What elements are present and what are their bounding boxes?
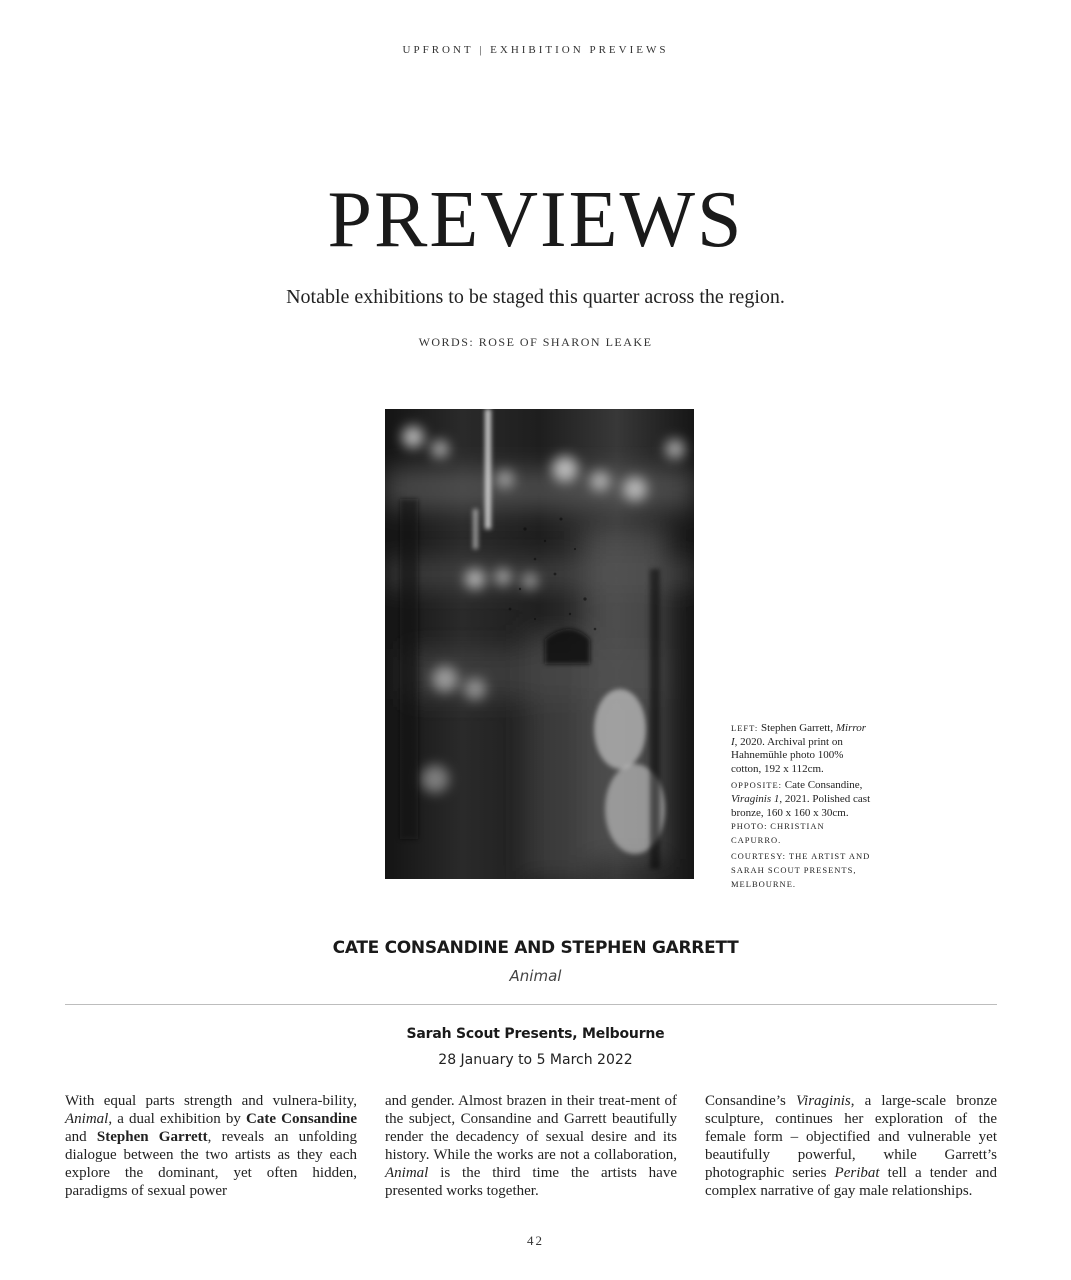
entry-venue: Sarah Scout Presents, Melbourne	[406, 1026, 665, 1042]
body-artist-name: Stephen Garrett	[96, 1129, 208, 1145]
entry-dates: 28 January to 5 March 2022	[438, 1052, 633, 1068]
caption-opposite-work: Viraginis 1	[731, 792, 780, 805]
body-work-title: Animal	[65, 1111, 109, 1127]
caption-left-label: LEFT:	[731, 723, 759, 733]
caption-opposite-details: , 2021. Polished cast bronze, 160 x 160 x 30cm.	[731, 792, 871, 819]
entry-show-title: Animal	[509, 967, 562, 985]
body-text: and gender. Almost brazen in their treat-ment of the subject, Consandine and Garrett beautifully render the decadency of sexual desire and its history. While the works are not a collaboration,	[385, 1093, 677, 1163]
caption-left	[731, 722, 871, 776]
caption-left-work: Mirror I	[731, 722, 866, 748]
body-text: , a large-scale bronze sculpture, continues her exploration of the female form – objectified and vulnerable yet beautifully powerful, while Garrett’s photographic series	[705, 1093, 998, 1181]
body-text: is the third time the artists have presented works together.	[385, 1165, 678, 1199]
body-column-3	[705, 1092, 997, 1200]
divider	[65, 1004, 997, 1005]
caption-left-details: , 2020. Archival print on Hahnemühle photo 100% cotton, 192 x 112cm.	[731, 735, 844, 775]
body-artist-name: Cate Consandine	[246, 1111, 358, 1127]
byline: WORDS: ROSE OF SHARON LEAKE	[418, 335, 653, 349]
caption-courtesy-text: COURTESY: THE ARTIST AND SARAH SCOUT PRESENTS, MELBOURNE.	[731, 851, 871, 889]
caption-left-artist: Stephen Garrett,	[761, 722, 834, 734]
body-work-title: Viraginis	[795, 1093, 851, 1109]
body-column-1	[65, 1092, 357, 1200]
caption-photo-credit: CHRISTIAN CAPURRO.	[731, 821, 825, 845]
entry-artists: CATE CONSANDINE AND STEPHEN GARRETT	[332, 938, 739, 958]
body-text: , reveals an unfolding dialogue between the two artists as they each explore the dominant, yet often hidden, paradigms of sexual power	[65, 1129, 358, 1199]
body-column-2	[385, 1092, 677, 1200]
caption-opposite	[731, 779, 871, 847]
caption-opposite-artist: Cate Consandine,	[784, 779, 863, 792]
caption-opposite-label: OPPOSITE:	[731, 780, 783, 791]
body-text: With equal parts strength and vulnera-bility,	[65, 1093, 357, 1109]
body-work-title: Peribat	[834, 1165, 880, 1181]
body-work-title: Animal	[385, 1165, 429, 1181]
body-text: Consandine’s	[705, 1093, 786, 1109]
body-text: , a dual exhibition by	[108, 1111, 241, 1127]
artwork-photo-mirror	[385, 409, 694, 879]
caption-photo-label: PHOTO:	[731, 821, 768, 832]
page-number: 42	[527, 1233, 544, 1248]
caption-courtesy	[731, 850, 871, 891]
standfirst: Notable exhibitions to be staged this quarter across the region.	[286, 286, 785, 308]
body-text: and	[65, 1129, 87, 1145]
running-head: UPFRONT | EXHIBITION PREVIEWS	[402, 44, 669, 56]
page-title: PREVIEWS	[327, 176, 744, 264]
body-text: tell a tender and complex narrative of gay male relationships.	[705, 1165, 997, 1199]
photo-caption	[731, 722, 871, 894]
